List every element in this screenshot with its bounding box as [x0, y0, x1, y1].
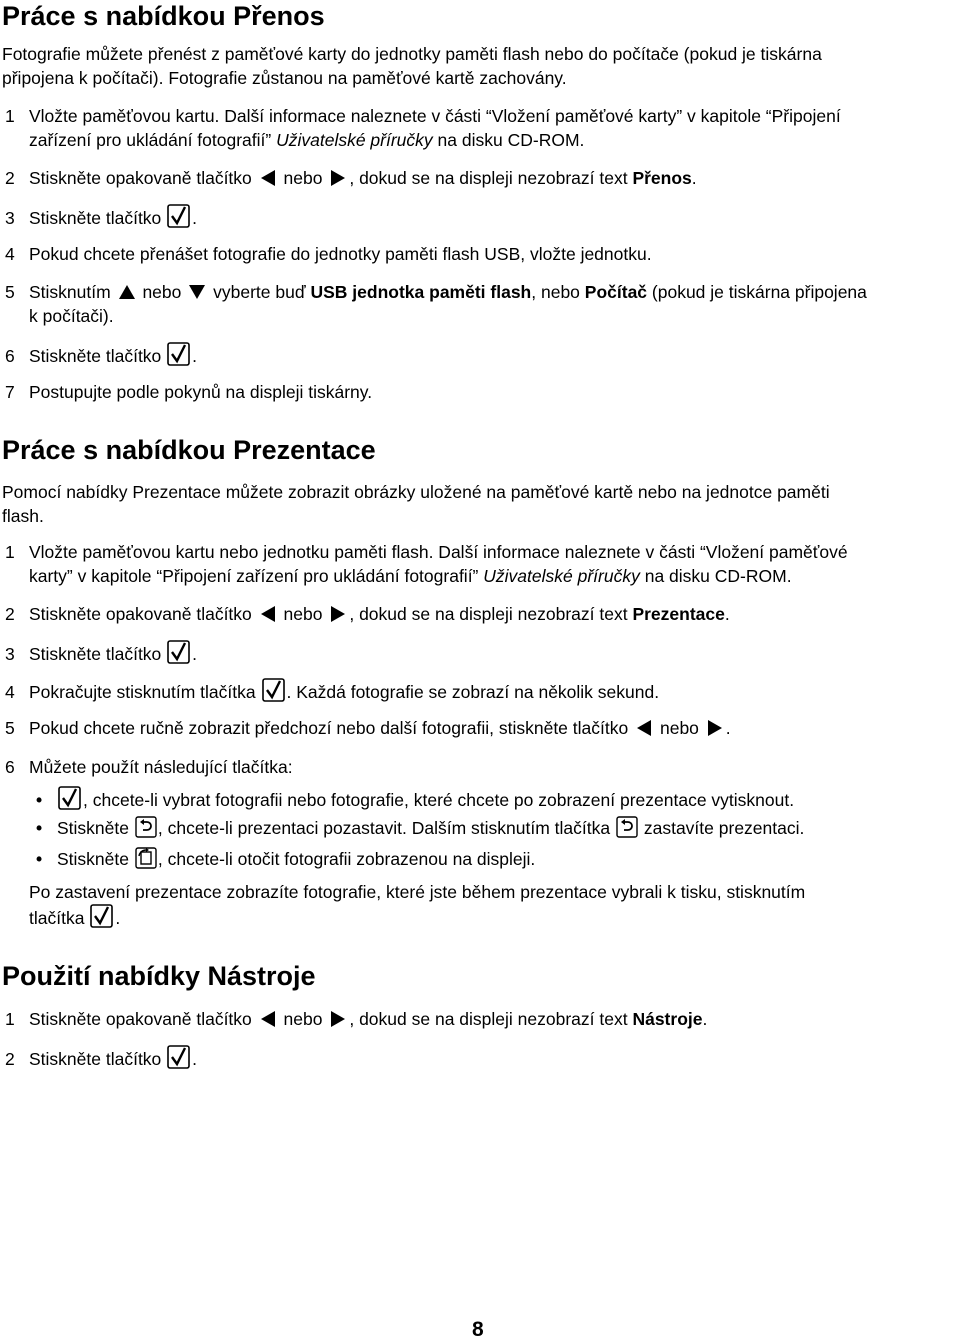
section-title-transfer: Práce s nabídkou Přenos: [2, 1, 325, 31]
step-2: 2 Stiskněte opakovaně tlačítko nebo , dokud se na displeji nezobrazí text Přenos.: [5, 168, 697, 188]
bullet-rotate: • Stiskněte , chcete-li otočit fotografii zobrazenou na displeji.: [36, 849, 536, 869]
step-5: 5 Stisknutím nebo vyberte buď USB jednotka paměti flash, nebo Počítač (pokud je tiskárna připojena k počítači).: [5, 282, 867, 326]
up-arrow-icon: [117, 282, 137, 302]
left-arrow-icon: [634, 718, 654, 738]
step-6: 6 Stiskněte tlačítko .: [5, 342, 955, 368]
right-arrow-icon: [705, 718, 725, 738]
left-arrow-icon: [258, 168, 278, 188]
checkmark-button-icon: [167, 204, 191, 228]
outro-text: Po zastavení prezentace zobrazíte fotografie, které jste během prezentace vybrali k tisku, stisknutím tlačítka .: [29, 882, 806, 928]
intro-text: Pomocí nabídky Prezentace můžete zobrazit obrázky uložené na paměťové kartě nebo na jednotce paměti flash.: [2, 482, 830, 526]
left-arrow-icon: [258, 1009, 278, 1029]
step-3: 3 Stiskněte tlačítko .: [5, 640, 955, 666]
back-button-icon: [616, 816, 638, 838]
bullet-select: • , chcete-li vybrat fotografii nebo fotografie, které chcete po zobrazení prezentace vytisknout.: [36, 786, 794, 812]
step-1: 1 Stiskněte opakovaně tlačítko nebo , dokud se na displeji nezobrazí text Nástroje.: [5, 1009, 708, 1029]
checkmark-button-icon: [262, 678, 286, 702]
down-arrow-icon: [187, 282, 207, 302]
left-arrow-icon: [258, 604, 278, 624]
checkmark-button-icon: [58, 786, 82, 810]
right-arrow-icon: [328, 1009, 348, 1029]
checkmark-button-icon: [167, 640, 191, 664]
step-4: 4 Pokud chcete přenášet fotografie do jednotky paměti flash USB, vložte jednotku.: [5, 244, 652, 264]
step-1: 1 Vložte paměťovou kartu nebo jednotku paměti flash. Další informace naleznete v části “Vložení paměťové karty” v kapitole “Připojení zařízení pro ukládání fotografií” Uživatelské příručky na disku CD-ROM.: [5, 542, 848, 586]
step-3: 3 Stiskněte tlačítko .: [5, 204, 955, 230]
step-7: 7 Postupujte podle pokynů na displeji tiskárny.: [5, 382, 373, 402]
step-2: 2 Stiskněte opakovaně tlačítko nebo , dokud se na displeji nezobrazí text Prezentace.: [5, 604, 730, 624]
step-4: 4 Pokračujte stisknutím tlačítka . Každá fotografie se zobrazí na několik sekund.: [5, 678, 955, 704]
right-arrow-icon: [328, 168, 348, 188]
step-5: 5 Pokud chcete ručně zobrazit předchozí nebo další fotografii, stiskněte tlačítko nebo .: [5, 718, 731, 738]
step-1: 1 Vložte paměťovou kartu. Další informace naleznete v části “Vložení paměťové karty” v kapitole “Připojení zařízení pro ukládání fotografií” Uživatelské příručky na disku CD-ROM.: [5, 106, 841, 150]
checkmark-button-icon: [167, 342, 191, 366]
rotate-button-icon: [135, 847, 157, 869]
intro-text: Fotografie můžete přenést z paměťové karty do jednotky paměti flash nebo do počítače (pokud je tiskárna připojena k počítači). Fotografie zůstanou na paměťové kartě zachovány.: [2, 44, 822, 88]
back-button-icon: [135, 816, 157, 838]
step-2: 2 Stiskněte tlačítko .: [5, 1045, 955, 1071]
section-title-slideshow: Práce s nabídkou Prezentace: [2, 435, 376, 465]
page-number: 8: [472, 1318, 484, 1341]
checkmark-button-icon: [90, 904, 114, 928]
section-title-tools: Použití nabídky Nástroje: [2, 961, 316, 991]
bullet-pause: • Stiskněte , chcete-li prezentaci pozastavit. Dalším stisknutím tlačítka zastavíte prezentaci.: [36, 818, 805, 838]
step-6: 6 Můžete použít následující tlačítka:: [5, 757, 293, 777]
checkmark-button-icon: [167, 1045, 191, 1069]
right-arrow-icon: [328, 604, 348, 624]
